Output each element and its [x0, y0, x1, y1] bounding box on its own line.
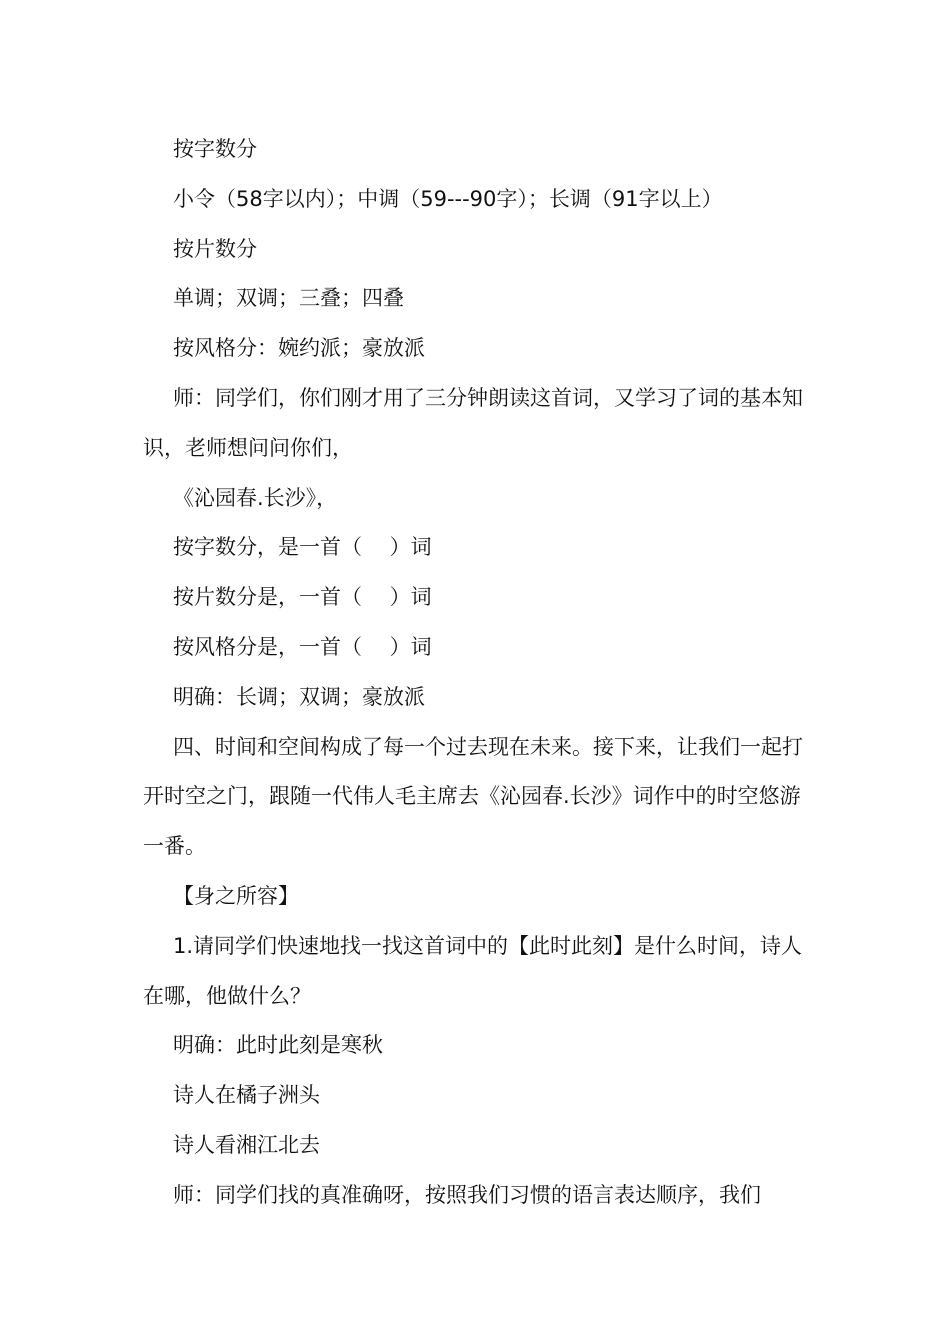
paragraph-question-1: 1.请同学们快速地找一找这首词中的【此时此刻】是什么时间，诗人在哪，他做什么？: [143, 933, 803, 1008]
paragraph-blank-style: 按风格分是，一首（ ）词: [173, 634, 432, 659]
paragraph-blank-section: 按片数分是，一首（ ）词: [173, 585, 432, 610]
paragraph-answer-1: 明确：长调；双调；豪放派: [173, 684, 425, 709]
paragraph-blank-word-count: 按字数分，是一首（ ）词: [173, 535, 432, 560]
paragraph-section-types: 单调；双调；三叠；四叠: [173, 286, 404, 311]
paragraph-answer-action: 诗人看湘江北去: [173, 1132, 320, 1157]
paragraph-word-count-types: 小令（58字以内）；中调（59---90字）；长调（91字以上）: [173, 186, 723, 211]
paragraph-by-word-count-heading: 按字数分: [173, 137, 257, 161]
paragraph-teacher-comment: 师：同学们找的真准确呀，按照我们习惯的语言表达顺序，我们: [173, 1182, 761, 1207]
paragraph-teacher-question: 师：同学们，你们刚才用了三分钟朗读这首词，又学习了词的基本知识，老师想问问你们，: [143, 385, 803, 460]
document-body: [143, 125, 813, 1221]
paragraph-answer-time: 明确：此时此刻是寒秋: [173, 1033, 383, 1058]
paragraph-answer-place: 诗人在橘子洲头: [173, 1083, 320, 1108]
paragraph-poem-title: 《沁园春.长沙》，: [173, 485, 338, 510]
paragraph-subheading: 【身之所容】: [173, 883, 299, 908]
paragraph-by-section-heading: 按片数分: [173, 236, 257, 261]
paragraph-style-types: 按风格分：婉约派；豪放派: [173, 336, 425, 361]
paragraph-section-four: 四、时间和空间构成了每一个过去现在未来。接下来，让我们一起打开时空之门，跟随一代伟人毛主席去《沁园春.长沙》词作中的时空悠游一番。: [143, 734, 803, 859]
